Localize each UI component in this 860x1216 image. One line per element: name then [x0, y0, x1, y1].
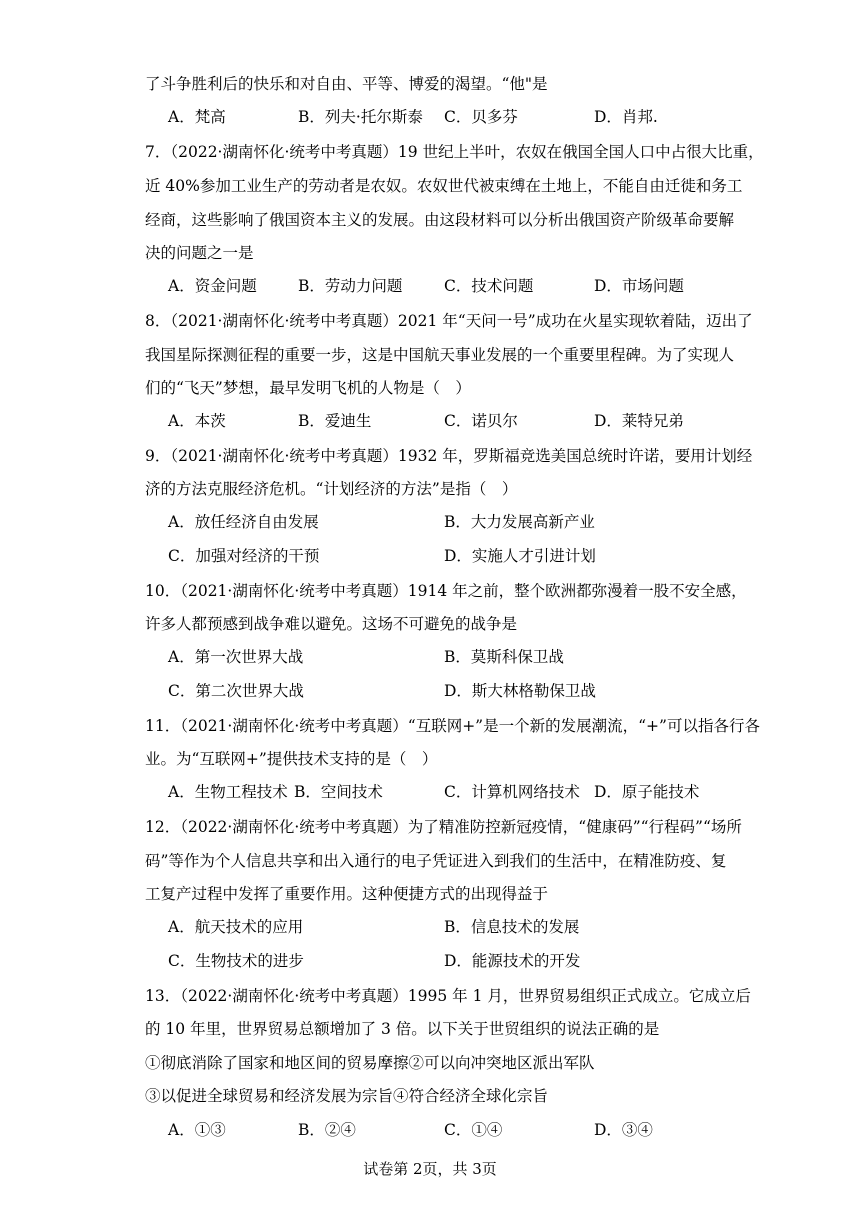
question-10-line-1: 10．（2021·湖南怀化·统考中考真题）1914 年之前，整个欧洲都弥漫着一股不安全感， — [145, 582, 747, 600]
option-b: B．空间技术 — [294, 783, 383, 801]
option-a: A．生物工程技术 — [168, 783, 288, 801]
question-11-line-1: 11．（2021·湖南怀化·统考中考真题）“互联网+”是一个新的发展潮流，“+”可以指各行各 — [145, 717, 760, 735]
question-7-line-4: 决的问题之一是 — [145, 244, 254, 262]
option-d: D．斯大林格勒保卫战 — [444, 682, 596, 700]
option-b: B．列夫·托尔斯泰 — [298, 108, 423, 126]
option-b: B．大力发展高新产业 — [444, 513, 595, 531]
option-d: D．肖邦. — [594, 108, 658, 126]
option-a: A．梵高 — [168, 108, 226, 126]
question-8-line-2: 我国星际探测征程的重要一步，这是中国航天事业发展的一个重要里程碑。为了实现人 — [145, 346, 735, 364]
option-d: D．莱特兄弟 — [594, 412, 684, 430]
question-13-line-2: 的 10 年里，世界贸易总额增加了 3 倍。以下关于世贸组织的说法正确的是 — [145, 1020, 660, 1038]
question-10-line-2: 许多人都预感到战争难以避免。这场不可避免的战争是 — [145, 615, 518, 633]
option-b: B．莫斯科保卫战 — [444, 648, 564, 666]
question-7-line-3: 经商，这些影响了俄国资本主义的发展。由这段材料可以分析出俄国资产阶级革命要解 — [145, 211, 735, 229]
page-footer: 试卷第 2页，共 3页 — [363, 1160, 497, 1178]
question-12-line-1: 12．（2022·湖南怀化·统考中考真题）为了精准防控新冠疫情，“健康码”“行程码”“场所 — [145, 818, 742, 836]
option-b: B．信息技术的发展 — [444, 918, 580, 936]
question-7-line-2: 近 40%参加工业生产的劳动者是农奴。农奴世代被束缚在土地上，不能自由迁徙和务工 — [145, 177, 743, 195]
question-12-line-2: 码”等作为个人信息共享和出入通行的电子凭证进入到我们的生活中，在精准防疫、复 — [145, 852, 727, 870]
question-8-line-3: 们的“飞天”梦想，最早发明飞机的人物是（ ） — [145, 379, 471, 397]
question-12-line-3: 工复产过程中发挥了重要作用。这种便捷方式的出现得益于 — [145, 885, 549, 903]
option-c: C．计算机网络技术 — [444, 783, 580, 801]
option-a: A．本茨 — [168, 412, 226, 430]
option-a: A．①③ — [168, 1121, 226, 1139]
question-9-line-1: 9．（2021·湖南怀化·统考中考真题）1932 年，罗斯福竞选美国总统时许诺，要用计划经 — [145, 447, 753, 465]
option-c: C．贝多芬 — [444, 108, 518, 126]
question-9-line-2: 济的方法克服经济危机。“计划经济的方法”是指（ ） — [145, 480, 518, 498]
option-d: D．能源技术的开发 — [444, 952, 581, 970]
option-c: C．加强对经济的干预 — [168, 547, 320, 565]
option-a: A．放任经济自由发展 — [168, 513, 319, 531]
option-c: C．诺贝尔 — [444, 412, 518, 430]
option-a: A．资金问题 — [168, 277, 257, 295]
option-d: D．实施人才引进计划 — [444, 547, 596, 565]
option-a: A．航天技术的应用 — [168, 918, 304, 936]
question-7-line-1: 7．（2022·湖南怀化·统考中考真题）19 世纪上半叶，农奴在俄国全国人口中占很大比重， — [145, 143, 764, 161]
option-c: C．技术问题 — [444, 277, 534, 295]
question-13-line-1: 13．（2022·湖南怀化·统考中考真题）1995 年 1 月，世界贸易组织正式成立。它成立后 — [145, 987, 751, 1005]
question-8-line-1: 8．（2021·湖南怀化·统考中考真题）2021 年“天问一号”成功在火星实现软着陆，迈出了 — [145, 312, 753, 330]
question-13-line-4: ③以促进全球贸易和经济发展为宗旨④符合经济全球化宗旨 — [145, 1087, 549, 1105]
option-b: B．劳动力问题 — [298, 277, 403, 295]
option-a: A．第一次世界大战 — [168, 648, 304, 666]
option-c: C．第二次世界大战 — [168, 682, 304, 700]
question-11-line-2: 业。为“互联网+”提供技术支持的是（ ） — [145, 750, 438, 768]
question-6-tail: 了斗争胜利后的快乐和对自由、平等、博爱的渴望。“他"是 — [145, 75, 548, 93]
option-d: D．③④ — [594, 1121, 653, 1139]
question-13-line-3: ①彻底消除了国家和地区间的贸易摩擦②可以向冲突地区派出军队 — [145, 1054, 595, 1072]
option-c: C．生物技术的进步 — [168, 952, 304, 970]
option-d: D．原子能技术 — [594, 783, 700, 801]
option-c: C．①④ — [444, 1121, 503, 1139]
option-b: B．爱迪生 — [298, 412, 372, 430]
option-b: B．②④ — [298, 1121, 356, 1139]
option-d: D．市场问题 — [594, 277, 684, 295]
